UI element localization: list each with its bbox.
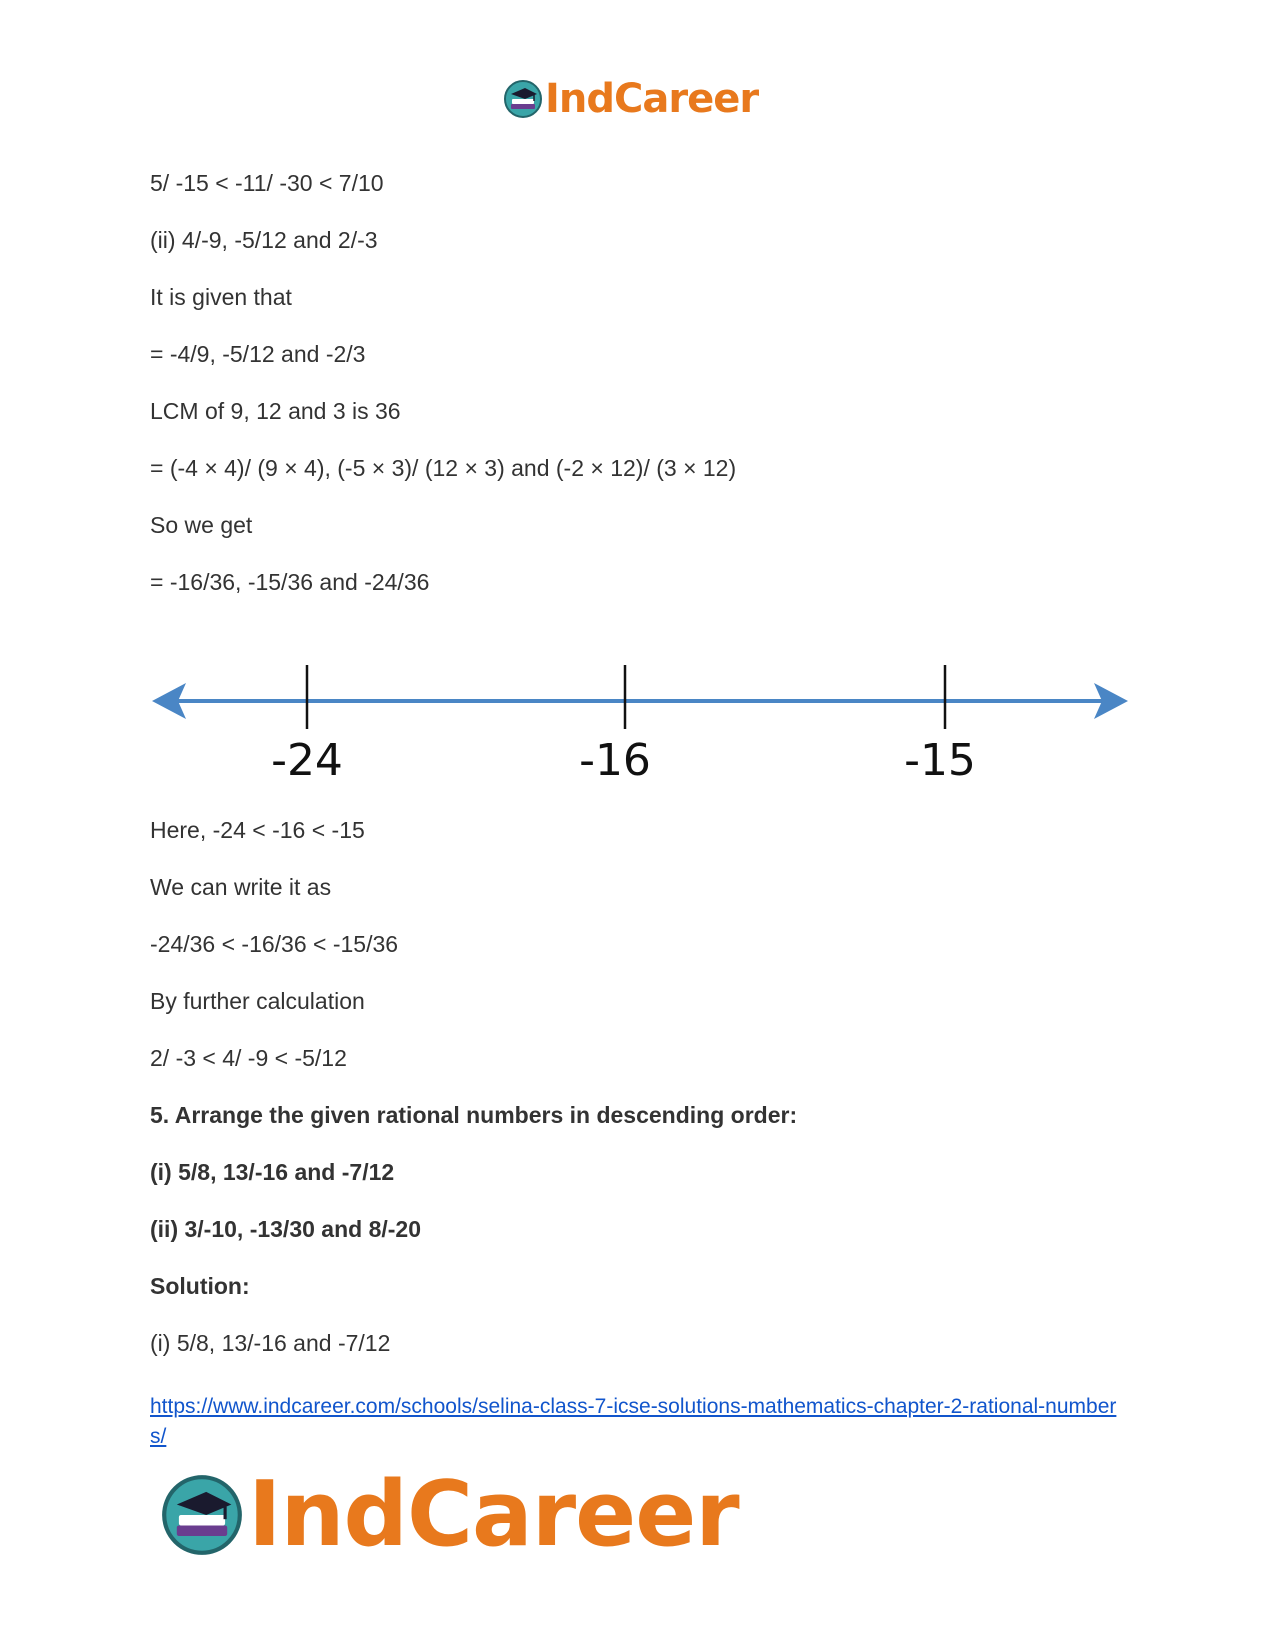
text-line: We can write it as [150,874,332,900]
text-line: It is given that [150,284,292,310]
source-link[interactable]: https://www.indcareer.com/schools/selina-class-7-icse-solutions-mathematics-chapter-2-rational-numbers/ [150,1395,1117,1448]
tick-label: -24 [271,735,343,783]
indcareer-logo-top [503,76,758,122]
solution-heading: Solution: [150,1273,250,1299]
text-line: (ii) 4/-9, -5/12 and 2/-3 [150,227,378,253]
indcareer-logo-bottom [160,1462,739,1567]
question-part: (i) 5/8, 13/-16 and -7/12 [150,1159,395,1185]
graduation-book-icon [160,1473,244,1557]
text-line: -24/36 < -16/36 < -15/36 [150,931,399,957]
text-line: 5/ -15 < -11/ -30 < 7/10 [150,170,384,196]
text-line: Here, -24 < -16 < -15 [150,817,365,843]
text-line: 2/ -3 < 4/ -9 < -5/12 [150,1045,347,1071]
text-line: = -4/9, -5/12 and -2/3 [150,341,366,367]
text-line: (i) 5/8, 13/-16 and -7/12 [150,1330,391,1356]
number-line-diagram [150,653,1130,783]
question-heading: 5. Arrange the given rational numbers in descending order: [150,1102,798,1128]
text-line: = (-4 × 4)/ (9 × 4), (-5 × 3)/ (12 × 3) and (-2 × 12)/ (3 × 12) [150,455,737,481]
logo-wordmark: IndCareer [248,1462,739,1567]
tick-label: -16 [579,735,651,783]
text-line: So we get [150,512,253,538]
graduation-book-icon [503,79,543,119]
text-line: By further calculation [150,988,365,1014]
logo-wordmark: IndCareer [545,76,759,122]
text-line: = -16/36, -15/36 and -24/36 [150,569,430,595]
question-part: (ii) 3/-10, -13/30 and 8/-20 [150,1216,422,1242]
tick-label: -15 [904,735,976,783]
text-line: LCM of 9, 12 and 3 is 36 [150,398,401,424]
